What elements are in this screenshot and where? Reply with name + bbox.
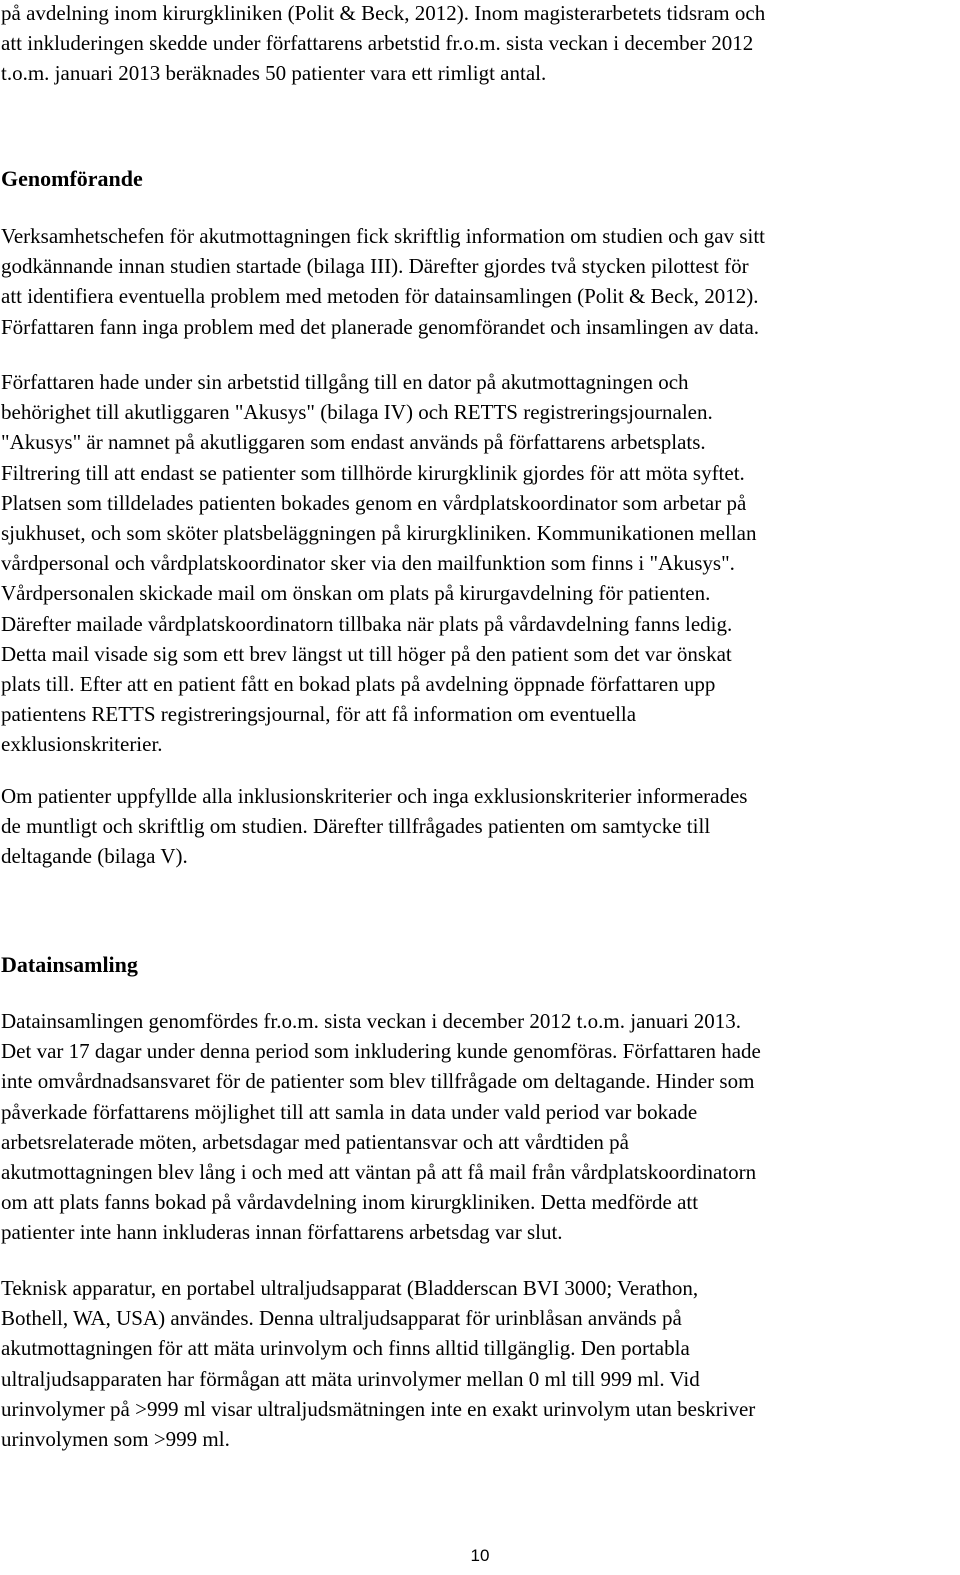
text-line: patientens RETTS registreringsjournal, för att få information om eventuella [1, 702, 637, 727]
text-line: Bothell, WA, USA) användes. Denna ultraljudsapparat för urinblåsan används på [1, 1306, 682, 1331]
text-line: urinvolymen som >999 ml. [1, 1427, 230, 1452]
text-line: Verksamhetschefen för akutmottagningen fick skriftlig information om studien och gav sitt [1, 224, 765, 248]
text-line: på avdelning inom kirurgkliniken (Polit & Beck, 2012). Inom magisterarbetets tidsram och [1, 1, 766, 25]
text-line: de muntligt och skriftlig om studien. Därefter tillfrågades patienten om samtycke till [1, 814, 711, 839]
text-line: påverkade författarens möjlighet till att samla in data under vald period var bokade [1, 1099, 698, 1124]
text-line: att inkluderingen skedde under författarens arbetstid fr.o.m. sista veckan i december 2012 [1, 31, 754, 56]
text-line: akutmottagningen för att mäta urinvolym och finns alltid tillgänglig. Den portabla [1, 1336, 690, 1361]
text-line: deltagande (bilaga V). [1, 844, 188, 869]
datainsamling-paragraph-1 [1, 1006, 959, 1248]
genomforande-paragraph-2 [1, 367, 959, 760]
text-line: Platsen som tilldelades patienten bokades genom en vårdplatskoordinator som arbetar på [1, 490, 747, 515]
section-heading-datainsamling: Datainsamling [1, 952, 138, 977]
text-line: arbetsrelaterade möten, arbetsdagar med patientansvar och att vårdtiden på [1, 1129, 629, 1154]
text-line: sjukhuset, och som sköter platsbeläggningen på kirurgkliniken. Kommunikationen mellan [1, 521, 757, 546]
text-line: akutmottagningen blev lång i och med att väntan på att få mail från vårdplatskoordinatorn [1, 1160, 757, 1185]
text-line: vårdpersonal och vårdplatskoordinator sker via den mailfunktion som finns i "Akusys". [1, 551, 735, 576]
text-line: t.o.m. januari 2013 beräknades 50 patienter vara ett rimligt antal. [1, 61, 547, 86]
text-line: Författaren fann inga problem med det planerade genomförandet och insamlingen av data. [1, 314, 760, 339]
text-line: Det var 17 dagar under denna period som inkludering kunde genomföras. Författaren hade [1, 1039, 761, 1064]
text-line: Om patienter uppfyllde alla inklusionskriterier och inga exklusionskriterier informerades [1, 784, 748, 808]
text-line: Därefter mailade vårdplatskoordinatorn tillbaka när plats på vårdavdelning fanns ledig. [1, 611, 733, 636]
text-line: "Akusys" är namnet på akutliggaren som endast används på författarens arbetsplats. [1, 430, 706, 455]
section-heading-genomforande: Genomförande [1, 166, 143, 191]
page-number: 10 [470, 1546, 490, 1565]
genomforande-paragraph-1 [1, 221, 959, 342]
text-line: godkännande innan studien startade (bilaga III). Därefter gjordes två stycken pilottest för [1, 254, 749, 279]
datainsamling-paragraph-2 [1, 1273, 959, 1454]
text-line: Datainsamlingen genomfördes fr.o.m. sista veckan i december 2012 t.o.m. januari 2013. [1, 1009, 742, 1033]
text-line: plats till. Efter att en patient fått en bokad plats på avdelning öppnade författaren upp [1, 672, 716, 697]
text-line: Vårdpersonalen skickade mail om önskan om plats på kirurgavdelning för patienten. [1, 581, 711, 606]
text-line: Teknisk apparatur, en portabel ultraljudsapparat (Bladderscan BVI 3000; Verathon, [1, 1276, 699, 1300]
text-line: Filtrering till att endast se patienter som tillhörde kirurgklinik gjordes för att möta syftet. [1, 460, 745, 485]
text-line: inte omvårdnadsansvaret för de patienter som blev tillfrågade om deltagande. Hinder som [1, 1069, 755, 1094]
text-line: patienter inte hann inkluderas innan författarens arbetsdag var slut. [1, 1220, 563, 1245]
text-line: urinvolymer på >999 ml visar ultraljudsmätningen inte en exakt urinvolym utan beskriver [1, 1396, 756, 1421]
intro-paragraph [1, 0, 959, 89]
text-line: om att plats fanns bokad på vårdavdelning inom kirurgkliniken. Detta medförde att [1, 1190, 699, 1215]
text-line: ultraljudsapparaten har förmågan att mäta urinvolymer mellan 0 ml till 999 ml. Vid [1, 1366, 700, 1391]
text-line: Detta mail visade sig som ett brev längst ut till höger på den patient som det var önskat [1, 641, 732, 666]
text-line: att identifiera eventuella problem med metoden för datainsamlingen (Polit & Beck, 2012). [1, 284, 759, 309]
text-line: behörighet till akutliggaren "Akusys" (bilaga IV) och RETTS registreringsjournalen. [1, 400, 713, 425]
text-line: exklusionskriterier. [1, 732, 163, 757]
genomforande-paragraph-3 [1, 781, 959, 872]
text-line: Författaren hade under sin arbetstid tillgång till en dator på akutmottagningen och [1, 370, 689, 394]
